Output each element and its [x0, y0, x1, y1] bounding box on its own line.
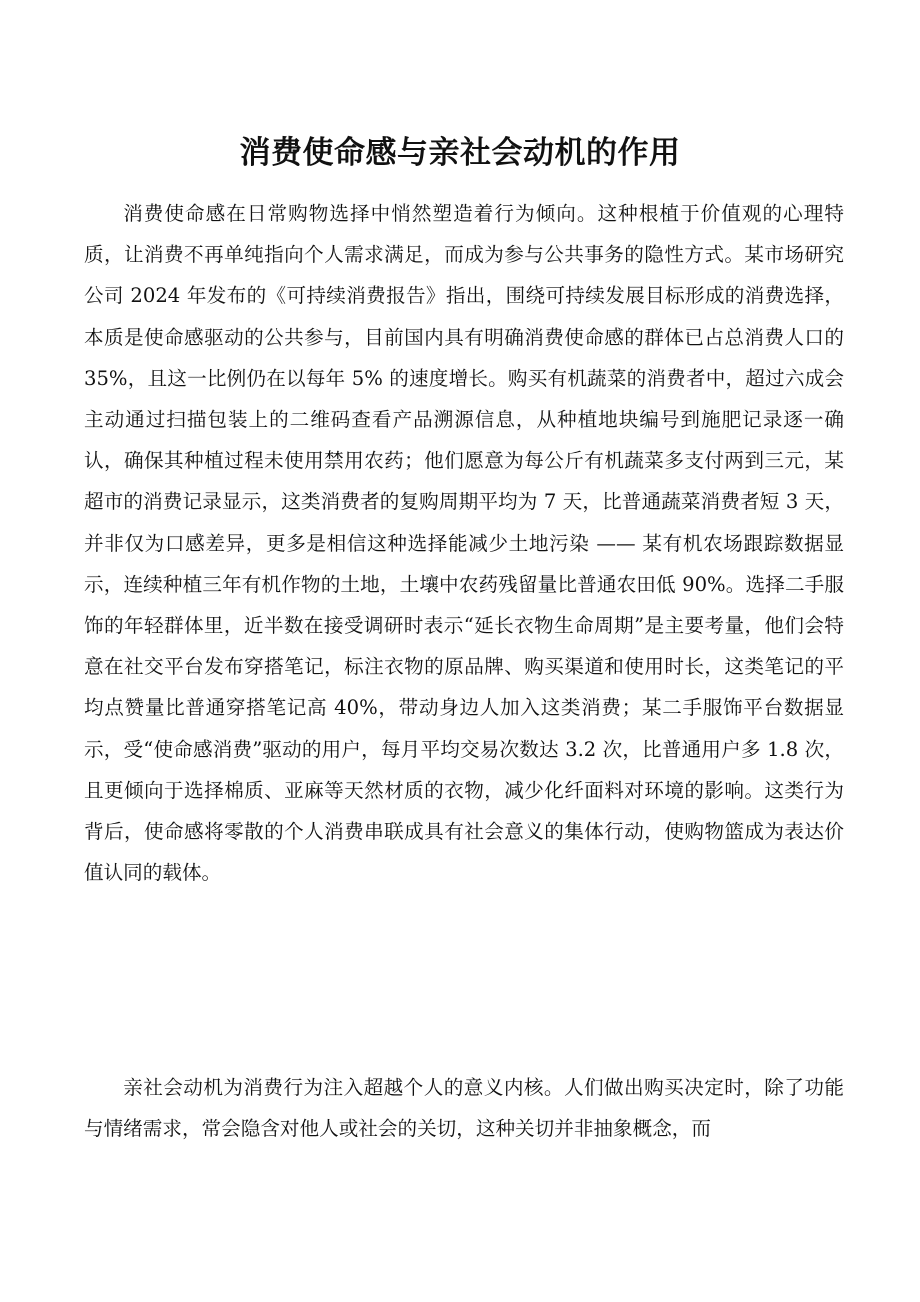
document-title: 消费使命感与亲社会动机的作用 [239, 135, 681, 171]
body-paragraph-1: 消费使命感在日常购物选择中悄然塑造着行为倾向。这种根植于价值观的心理特质，让消费不再单纯指向个人需求满足，而成为参与公共事务的隐性方式。某市场研究公司 2024 年发布的《可持续消费报告》指出，围绕可持续发展目标形成的消费选择，本质是使命感驱动的公共参与，目前国内具有明确消费使命感的群体已占总消费人口的 35%，且这一比例仍在以每年 5% 的速度增长。购买有机蔬菜的消费者中，超过六成会主动通过扫描包装上的二维码查看产品溯源信息，从种植地块编号到施肥记录逐一确认，确保其种植过程未使用禁用农药；他们愿意为每公斤有机蔬菜多支付两到三元，某超市的消费记录显示，这类消费者的复购周期平均为 7 天，比普通蔬菜消费者短 3 天，并非仅为口感差异，更多是相信这种选择能减少土地污染 —— 某有机农场跟踪数据显示，连续种植三年有机作物的土地，土壤中农药残留量比普通农田低 90%。选择二手服饰的年轻群体里，近半数在接受调研时表示“延长衣物生命周期”是主要考量，他们会特意在社交平台发布穿搭笔记，标注衣物的原品牌、购买渠道和使用时长，这类笔记的平均点赞量比普通穿搭笔记高 40%，带动身边人加入这类消费；某二手服饰平台数据显示，受“使命感消费”驱动的用户，每月平均交易次数达 3.2 次，比普通用户多 1.8 次，且更倾向于选择棉质、亚麻等天然材质的衣物，减少化纤面料对环境的影响。这类行为背后，使命感将零散的个人消费串联成具有社会意义的集体行动，使购物篮成为表达价值认同的载体。 [84, 202, 844, 885]
body-paragraph-2: 亲社会动机为消费行为注入超越个人的意义内核。人们做出购买决定时，除了功能与情绪需求，常会隐含对他人或社会的关切，这种关切并非抽象概念，而 [84, 1076, 844, 1141]
